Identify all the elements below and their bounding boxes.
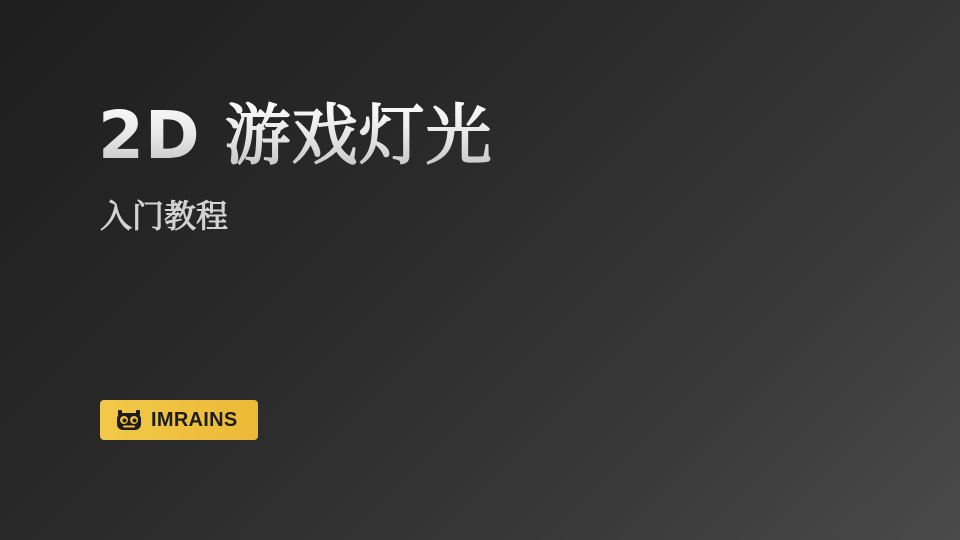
badge-label: IMRAINS <box>151 408 238 431</box>
author-badge <box>100 400 258 440</box>
godot-robot-icon <box>115 408 143 432</box>
page-title: 2D 游戏灯光 <box>98 97 493 174</box>
page-subtitle: 入门教程 <box>100 197 229 235</box>
